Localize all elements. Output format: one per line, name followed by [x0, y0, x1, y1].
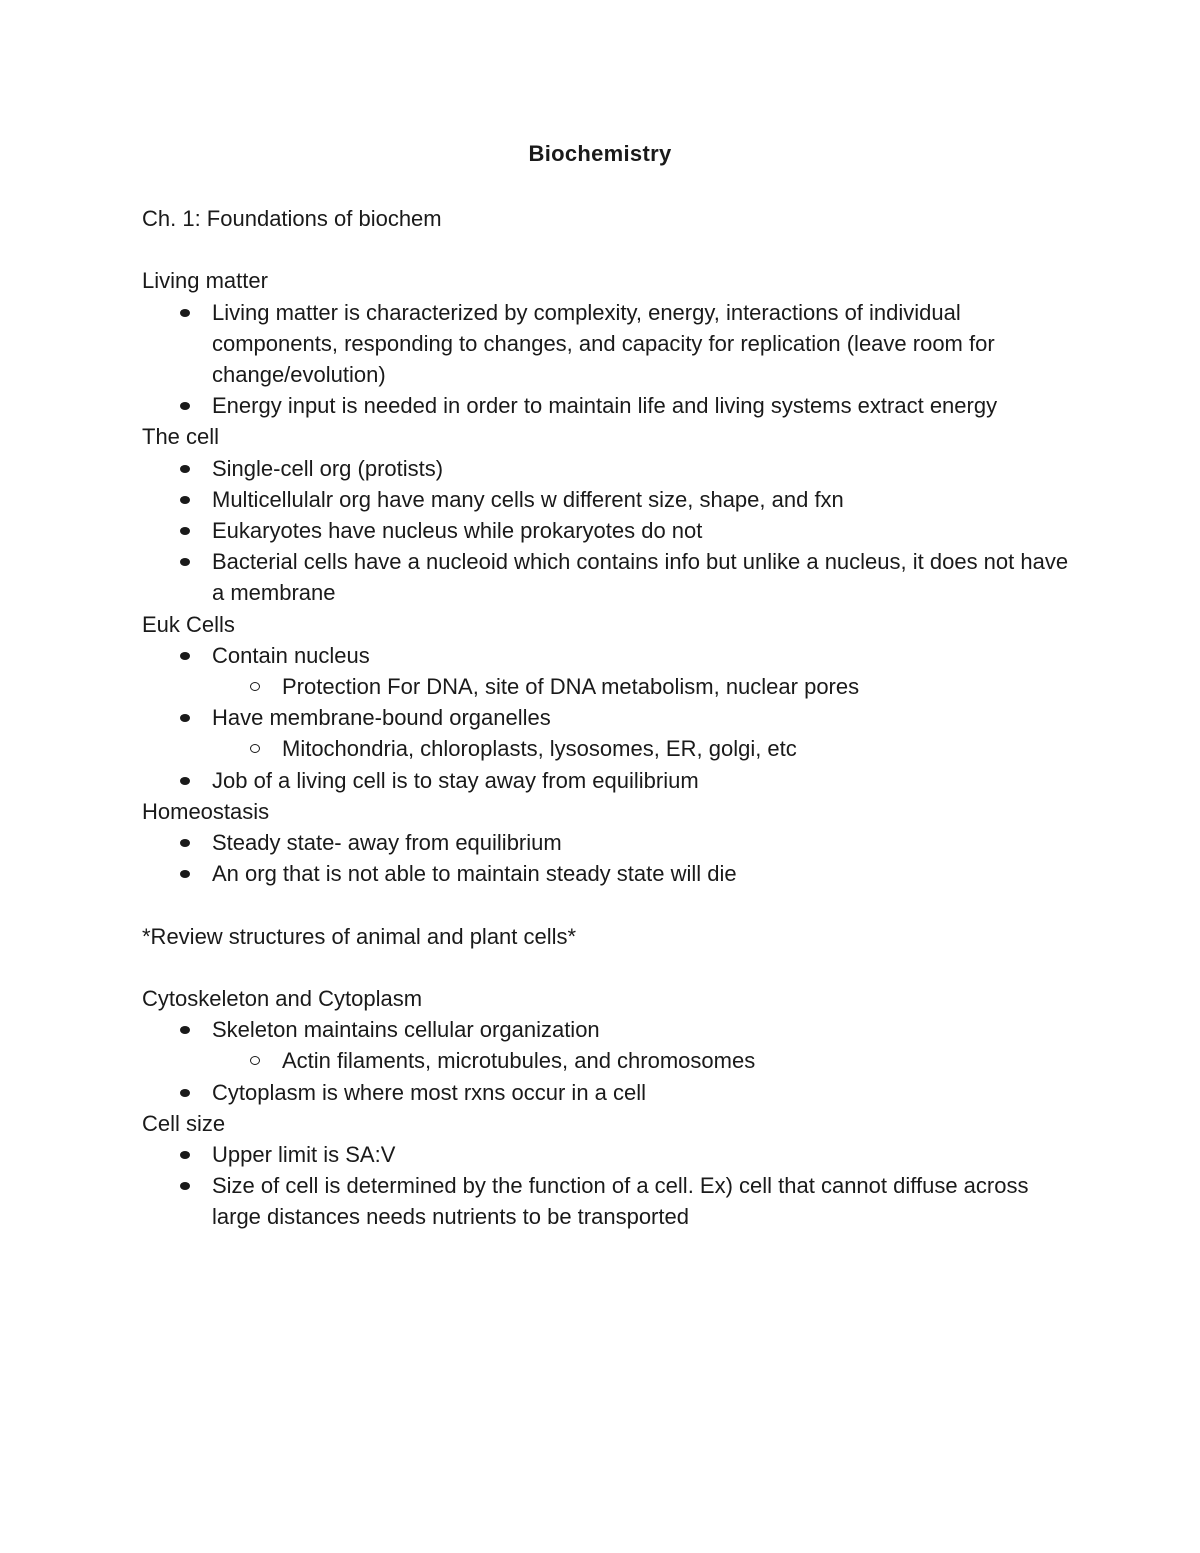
list-item: Upper limit is SA:V — [142, 1139, 1072, 1170]
list-item: Bacterial cells have a nucleoid which contains info but unlike a nucleus, it does not have a membrane — [142, 546, 1072, 608]
bullet-list-euk-cells — [142, 640, 1072, 796]
section-heading-cell-size: Cell size — [142, 1110, 226, 1136]
sub-list-item: Mitochondria, chloroplasts, lysosomes, ER, golgi, etc — [142, 733, 1072, 764]
section-heading-euk-cells: Euk Cells — [142, 611, 235, 637]
list-item: An org that is not able to maintain steady state will die — [142, 858, 1072, 889]
list-item: Living matter is characterized by complexity, energy, interactions of individual components, responding to changes, and capacity for replication (leave room for change/evolution) — [142, 297, 1072, 391]
section-heading-cytoskeleton: Cytoskeleton and Cytoplasm — [142, 986, 423, 1012]
list-item: Steady state- away from equilibrium — [142, 827, 1072, 858]
list-item: Skeleton maintains cellular organization — [142, 1014, 1072, 1045]
list-item: Have membrane-bound organelles — [142, 702, 1072, 733]
spacer — [142, 952, 1072, 983]
list-item: Size of cell is determined by the function of a cell. Ex) cell that cannot diffuse across large distances needs nutrients to be transported — [142, 1170, 1072, 1232]
spacer — [142, 234, 1072, 265]
spacer — [142, 889, 1072, 920]
bullet-list-homeostasis — [142, 827, 1072, 889]
document-title: Biochemistry — [528, 141, 672, 166]
section-heading-living-matter: Living matter — [142, 268, 268, 294]
document-body — [142, 203, 1072, 1233]
list-item: Cytoplasm is where most rxns occur in a cell — [142, 1077, 1072, 1108]
list-item: Energy input is needed in order to maintain life and living systems extract energy — [142, 390, 1072, 421]
bullet-list-cytoskeleton — [142, 1014, 1072, 1108]
bullet-list-cell-size — [142, 1139, 1072, 1233]
list-item: Multicellulalr org have many cells w different size, shape, and fxn — [142, 484, 1072, 515]
list-item: Contain nucleus — [142, 640, 1072, 671]
sub-list-item: Actin filaments, microtubules, and chromosomes — [142, 1045, 1072, 1076]
list-item: Single-cell org (protists) — [142, 453, 1072, 484]
bullet-list-living-matter — [142, 297, 1072, 422]
review-note: *Review structures of animal and plant cells* — [142, 923, 577, 949]
list-item: Job of a living cell is to stay away from equilibrium — [142, 765, 1072, 796]
sub-list-item: Protection For DNA, site of DNA metabolism, nuclear pores — [142, 671, 1072, 702]
section-heading-homeostasis: Homeostasis — [142, 798, 270, 824]
section-heading-the-cell: The cell — [142, 424, 220, 450]
chapter-heading: Ch. 1: Foundations of biochem — [142, 206, 442, 231]
list-item: Eukaryotes have nucleus while prokaryotes do not — [142, 515, 1072, 546]
bullet-list-the-cell — [142, 453, 1072, 609]
